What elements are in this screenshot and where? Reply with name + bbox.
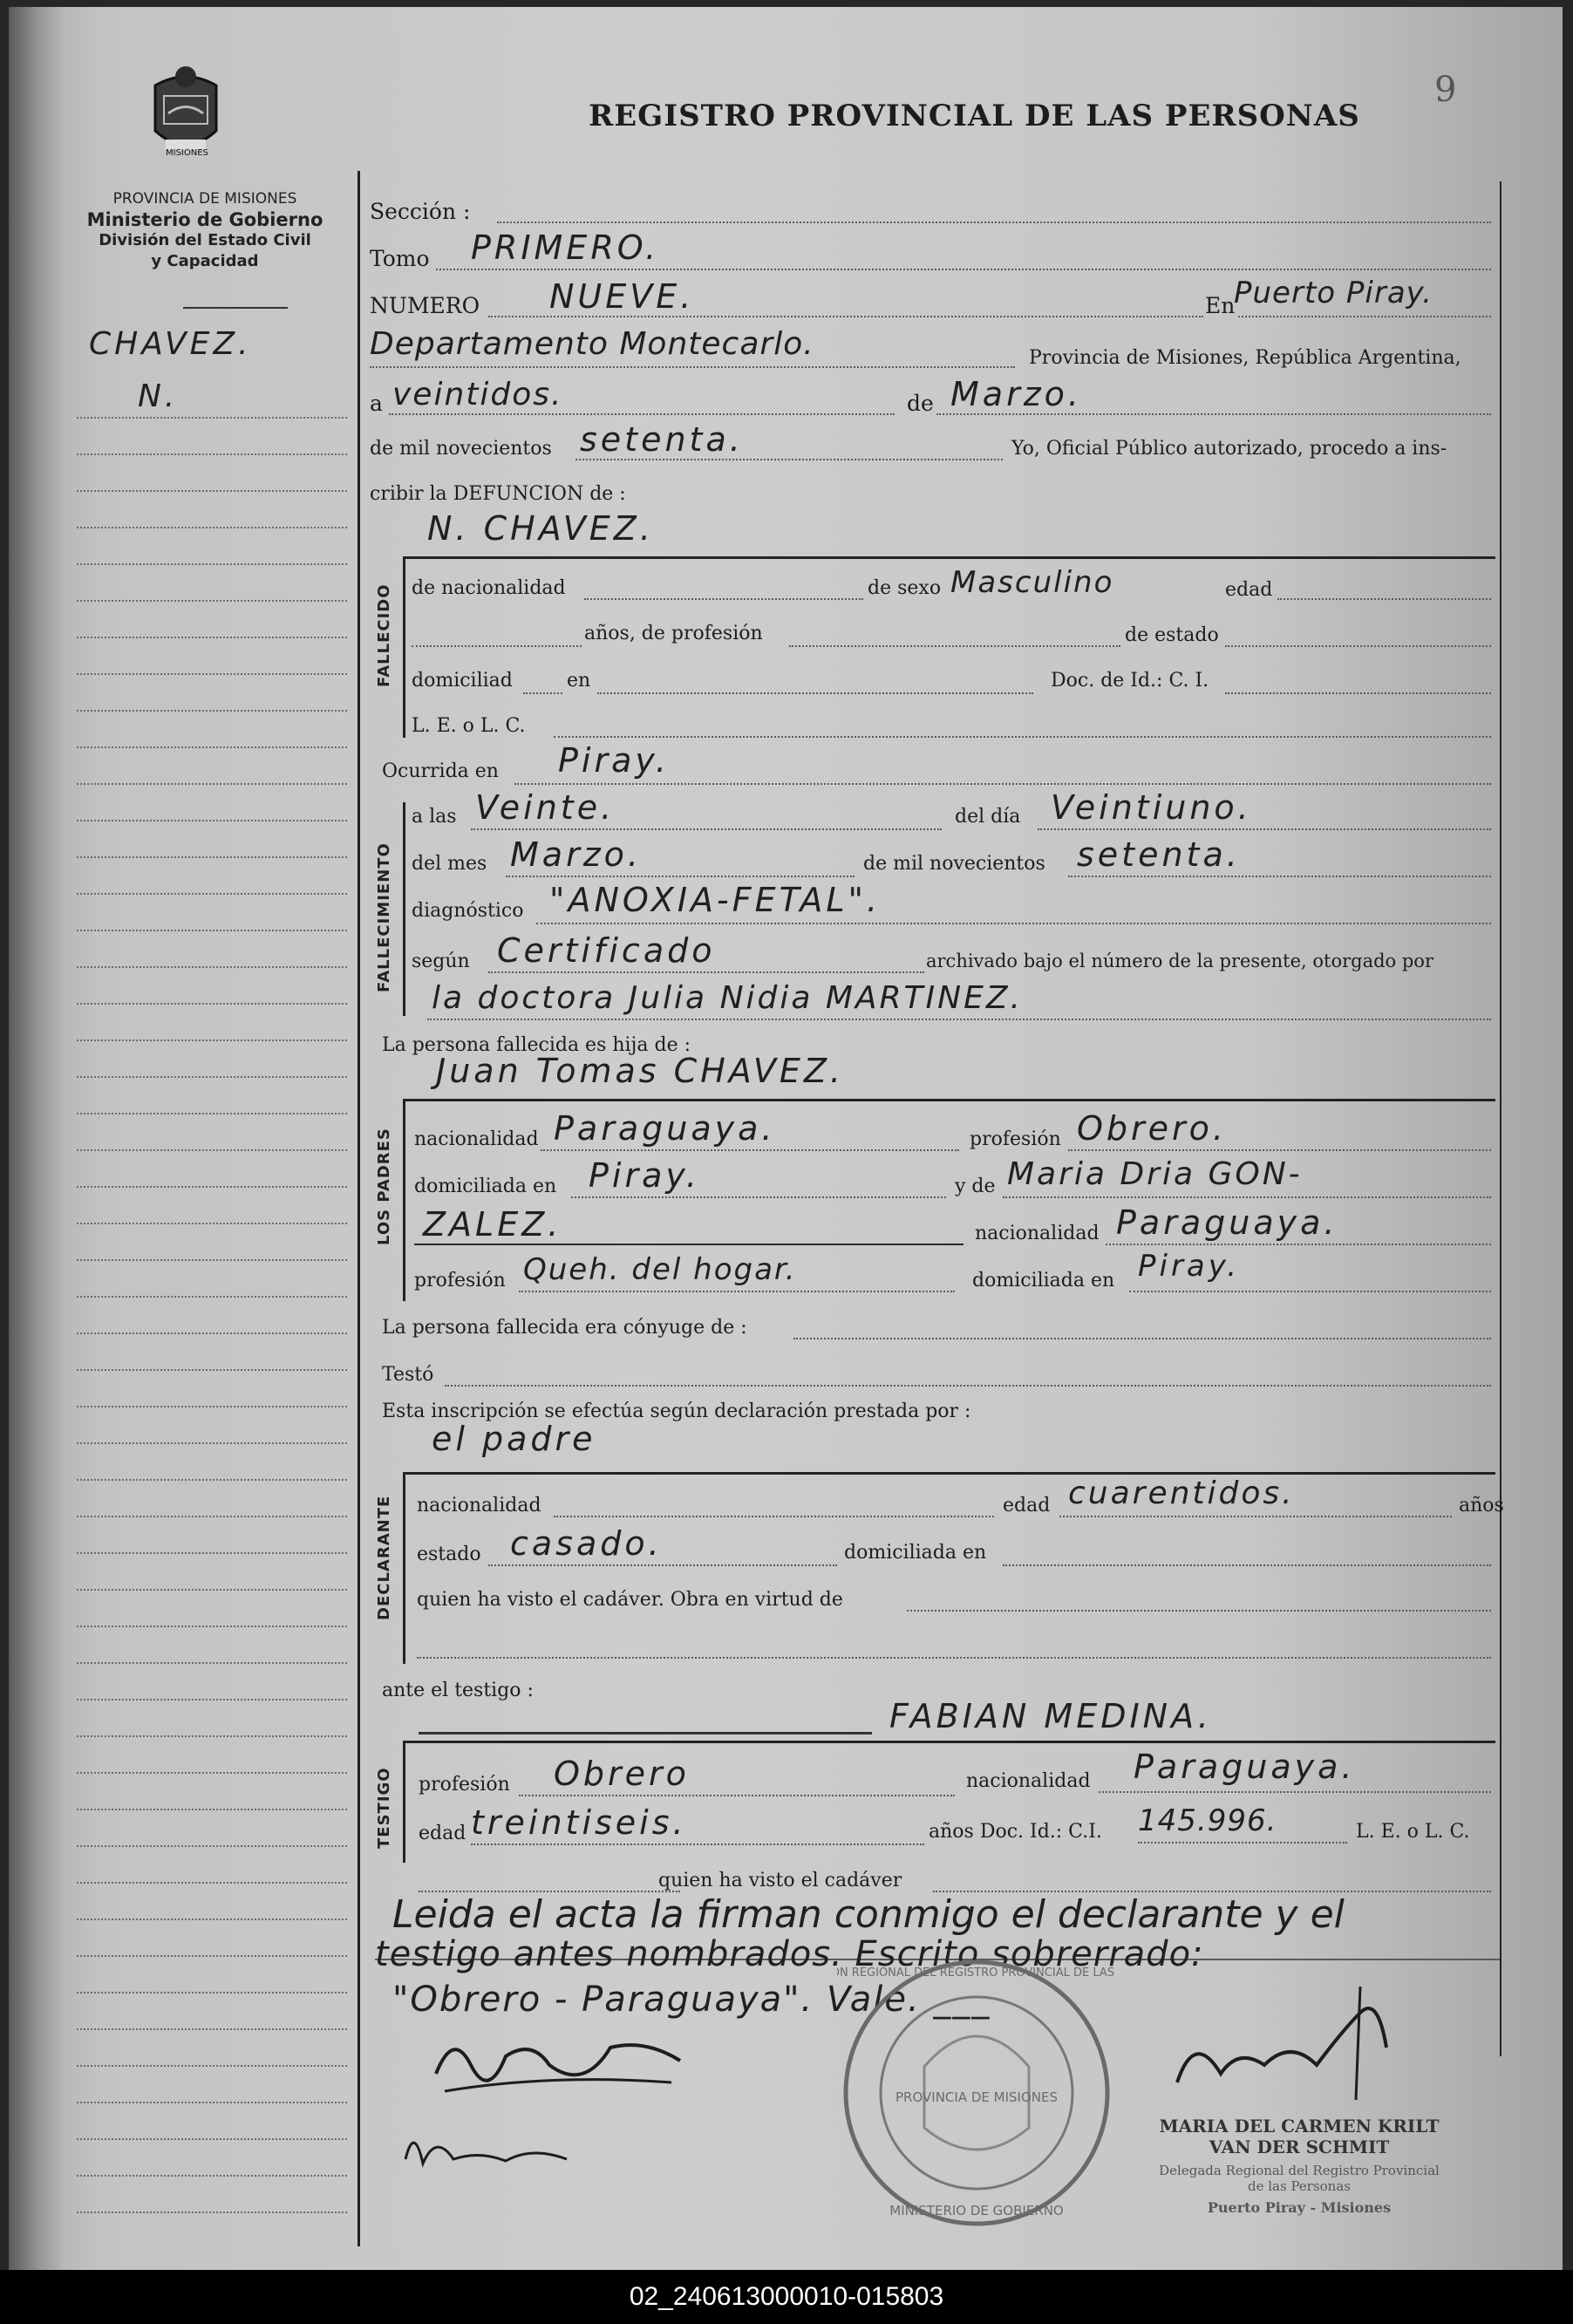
numero-label: NUMERO [370, 293, 480, 318]
declarante-edad-label: edad [1003, 1495, 1051, 1516]
declarante-nacionalidad-line [554, 1516, 994, 1517]
diagnostico-value: "ANOXIA-FETAL". [549, 881, 882, 919]
padre-domicilio-line [571, 1196, 946, 1198]
testigo-nacionalidad-line [1099, 1791, 1491, 1793]
hora-value: Veinte. [475, 788, 616, 827]
fallecido-le-label: L. E. o L. C. [412, 715, 526, 737]
issuer-block [57, 188, 353, 272]
official-signature [1160, 1978, 1421, 2117]
testo-line [445, 1385, 1491, 1387]
testigo-bracket [403, 1741, 405, 1863]
padre-nacionalidad-label: nacionalidad [414, 1128, 539, 1150]
mes-value: Marzo. [950, 375, 1082, 413]
register-page [9, 7, 1563, 2270]
margin-rule-line [77, 1992, 347, 1993]
official-role-2: de las Personas [1248, 2178, 1351, 2194]
madre-cont-line [414, 1244, 964, 1245]
fallecido-domiciliad-label: domiciliad [412, 670, 513, 692]
madre-profesion-value: Queh. del hogar. [523, 1252, 797, 1287]
margin-rule-line [77, 1369, 347, 1371]
testigo-visto-label: quien ha visto el cadáver [658, 1870, 902, 1891]
testigo-edad-line [471, 1844, 924, 1845]
division-name: División del Estado Civil [99, 231, 311, 249]
madre-domicilio-value: Piray. [1138, 1249, 1241, 1284]
dia-fallecimiento-line [1038, 828, 1491, 830]
margin-rule-line [77, 1516, 347, 1517]
ocurrida-value: Piray. [558, 741, 670, 780]
tomo-label: Tomo [370, 246, 430, 271]
margin-rule-line [77, 2138, 347, 2140]
declarante-domicilio-label: domiciliada en [844, 1542, 987, 1564]
anio-line [575, 459, 1003, 460]
fallecido-domicilio-line [597, 692, 1033, 694]
archivado-label: archivado bajo el número de la presente, otorgado por [926, 951, 1433, 971]
seccion-line [497, 221, 1491, 223]
margin-rule-line [77, 490, 347, 492]
declarante-estado-label: estado [417, 1544, 481, 1565]
ocurrida-line [514, 783, 1491, 785]
conyuge-label: La persona fallecida era cónyuge de : [382, 1317, 747, 1339]
fallecido-domiciliad-line [523, 692, 562, 694]
declarante-visto-line [907, 1610, 1491, 1612]
padres-bracket [403, 1099, 405, 1301]
margin-rule-line [77, 1332, 347, 1334]
fallecido-nacionalidad-label: de nacionalidad [412, 577, 566, 599]
page-number: 9 [1434, 70, 1457, 110]
frame-right-border [1500, 181, 1502, 2056]
testigo-nacionalidad-value: Paraguaya. [1134, 1748, 1356, 1786]
oficial-label: Yo, Oficial Público autorizado, procedo a ins- [1011, 438, 1447, 460]
declarante-anios-label: años [1459, 1495, 1504, 1516]
official-seal [1134, 2116, 1465, 2216]
margin-rule-line [77, 930, 347, 931]
madre-domicilio-line [1129, 1291, 1491, 1292]
numero-line [488, 316, 1203, 317]
declarante-signature [419, 2013, 706, 2109]
certificado-line [488, 971, 924, 973]
en-line [1238, 316, 1491, 317]
margin-rule-line [77, 1589, 347, 1591]
margin-rule-line [77, 856, 347, 858]
capacity-name: y Capacidad [151, 252, 259, 270]
fallecimiento-section-label: FALLECIMIENTO [375, 842, 393, 992]
padre-domicilio-label: domiciliada en [414, 1176, 557, 1197]
conyuge-line [793, 1338, 1491, 1339]
testigo-edad-value: treintiseis. [471, 1803, 687, 1842]
padres-section-label: LOS PADRES [375, 1128, 393, 1245]
margin-rule-line [77, 1003, 347, 1005]
fallecido-estado-label: de estado [1125, 624, 1219, 646]
margin-rule-line [77, 453, 347, 455]
seccion-label: Sección : [370, 199, 471, 224]
testigo-nacionalidad-label: nacionalidad [966, 1770, 1091, 1792]
madre-value: Maria Dria GON- [1007, 1156, 1303, 1192]
anio-fallecimiento-value: setenta. [1077, 835, 1241, 874]
tomo-value: PRIMERO. [471, 228, 660, 267]
fallecido-anios-label: años, de profesión [584, 623, 763, 644]
del-mes-label: del mes [412, 853, 487, 875]
province-name: PROVINCIA DE MISIONES [112, 190, 297, 208]
padre-profesion-value: Obrero. [1077, 1109, 1227, 1148]
hija-label: La persona fallecida es hija de : [382, 1034, 691, 1056]
declarante-edad-value: cuarentidos. [1068, 1476, 1295, 1511]
fallecido-doc-line [1225, 692, 1491, 694]
declarante-nacionalidad-label: nacionalidad [417, 1495, 541, 1516]
closing-line-1: Leida el acta la firman conmigo el declarante y el [392, 1892, 1345, 1937]
inscribir-label: cribir la DEFUNCION de : [370, 483, 626, 505]
hora-line [471, 828, 942, 830]
madre-domicilio-label: domiciliada en [972, 1270, 1115, 1291]
stamp-bottom-text: MINISTERIO DE GOBIERNO [889, 2203, 1064, 2218]
testo-label: Testó [382, 1364, 434, 1386]
margin-rule-line [77, 2175, 347, 2177]
stamp-center-text: PROVINCIA DE MISIONES [895, 2089, 1058, 2105]
round-stamp [837, 1953, 1116, 2232]
frame-left-border [358, 171, 360, 2246]
margin-rule-line [77, 1552, 347, 1554]
mes-line [936, 413, 1491, 415]
diagnostico-line [536, 923, 1491, 924]
declarante-estado-value: casado. [510, 1524, 663, 1563]
fallecido-profesion-line [789, 645, 1120, 647]
fallecido-section-label: FALLECIDO [375, 583, 393, 687]
official-name: MARIA DEL CARMEN KRILT [1159, 2116, 1440, 2137]
departamento-value: Departamento Montecarlo. [370, 326, 814, 362]
declarante-estado-line [488, 1564, 837, 1566]
testigo-value: FABIAN MEDINA. [889, 1697, 1212, 1735]
margin-rule-line [77, 2065, 347, 2067]
padre-profesion-label: profesión [970, 1128, 1061, 1150]
margin-rule-line [77, 1662, 347, 1664]
del-dia-label: del día [955, 806, 1021, 828]
margin-rule-line [77, 710, 347, 712]
difunto-value: N. CHAVEZ. [427, 509, 654, 548]
otorgado-value: la doctora Julia Nidia MARTINEZ. [432, 980, 1023, 1016]
margin-rule-line [77, 1259, 347, 1261]
testigo-doc-label: años Doc. Id.: C.I. [929, 1821, 1102, 1843]
testigo-signature [392, 2116, 593, 2185]
padre-nacionalidad-line [541, 1149, 959, 1151]
declaracion-label: Esta inscripción se efectúa según declaración prestada por : [382, 1401, 971, 1422]
margin-rule-line [77, 2102, 347, 2103]
testigo-profesion-line [519, 1795, 955, 1796]
testigo-profesion-value: Obrero [554, 1755, 690, 1793]
declarante-section-label: DECLARANTE [375, 1495, 393, 1620]
margin-rule-line [77, 966, 347, 968]
image-caption: 02_240613000010-015803 [0, 2270, 1573, 2324]
fallecimiento-bracket [403, 802, 405, 1016]
a-label: a [370, 391, 383, 416]
margin-rule-line [77, 1296, 347, 1298]
margin-surname: CHAVEZ. [89, 326, 252, 362]
padre-value: Juan Tomas CHAVEZ. [436, 1052, 845, 1090]
padre-profesion-line [1068, 1149, 1491, 1151]
mil-fallecimiento-label: de mil novecientos [863, 853, 1045, 875]
declarante-edad-line [1059, 1516, 1452, 1517]
margin-rule-line [77, 1918, 347, 1920]
closing-line-3: "Obrero - Paraguaya". Vale. ___ [392, 1980, 991, 2020]
testigo-le-label: L. E. o L. C. [1356, 1821, 1470, 1843]
margin-rule-line [77, 1845, 347, 1847]
stamp-outer-text: N REGIONAL DEL REGISTRO PROVINCIAL DE LAS [839, 1966, 1115, 1980]
fallecido-sexo-value: Masculino [950, 565, 1114, 600]
margin-rule-line [77, 1113, 347, 1114]
dia-fallecimiento-value: Veintiuno. [1051, 788, 1252, 827]
fallecido-estado-line [1225, 645, 1491, 647]
certificado-value: Certificado [497, 931, 716, 970]
margin-rule-line [77, 1406, 347, 1407]
padre-nacionalidad-value: Paraguaya. [554, 1109, 776, 1148]
testigo-section-label: TESTIGO [375, 1767, 393, 1849]
provincia-label: Provincia de Misiones, República Argentina, [1029, 347, 1461, 369]
anio-value: setenta. [580, 420, 744, 459]
fallecido-en-label: en [567, 670, 591, 692]
fallecido-le-line [554, 736, 1491, 738]
testigo-profesion-label: profesión [419, 1774, 510, 1796]
fallecido-edad-line [1277, 598, 1491, 600]
testigo-label: ante el testigo : [382, 1680, 534, 1701]
emblem-text: MISIONES [166, 148, 208, 158]
fallecido-sexo-label: de sexo [868, 577, 942, 599]
testigo-edad-label: edad [419, 1823, 466, 1844]
ministry-name: Ministerio de Gobierno [86, 209, 323, 230]
margin-rule-line [77, 1442, 347, 1444]
fallecido-bracket [403, 556, 405, 738]
declarante-bracket [403, 1472, 405, 1664]
official-role: Delegada Regional del Registro Provincial [1159, 2163, 1440, 2178]
madre-nacionalidad-line [1106, 1244, 1491, 1245]
declarante-domicilio-line [1003, 1564, 1491, 1566]
margin-rule-line [77, 2212, 347, 2213]
madre-cont-value: ZALEZ. [423, 1205, 562, 1244]
margin-rule-line [77, 746, 347, 748]
diagnostico-label: diagnóstico [412, 900, 524, 922]
fallecido-doc-label: Doc. de Id.: C. I. [1051, 670, 1209, 692]
fallecido-top-rule [405, 556, 1495, 559]
mes-fallecimiento-value: Marzo. [510, 835, 642, 874]
margin-rule-line [77, 1699, 347, 1700]
margin-rule-line [77, 1223, 347, 1224]
madre-line [1003, 1196, 1491, 1198]
margin-rule-line [77, 820, 347, 821]
margin-rule-line [77, 1479, 347, 1481]
margin-rule-line [77, 1039, 347, 1041]
dia-value: veintidos. [392, 377, 563, 412]
tomo-line [436, 269, 1491, 270]
strikethrough-line [419, 1732, 872, 1734]
margin-rule-line [77, 2028, 347, 2030]
en-label: En [1205, 293, 1236, 318]
mes-fallecimiento-line [506, 876, 855, 877]
margin-rule-line [77, 527, 347, 528]
margin-rule-line [77, 1882, 347, 1884]
margin-rule-line [77, 637, 347, 638]
padres-top-rule [405, 1099, 1495, 1101]
madre-nacionalidad-label: nacionalidad [975, 1223, 1100, 1244]
margin-rule-line [77, 893, 347, 895]
fallecido-edad-label: edad [1225, 579, 1273, 601]
testigo-doc-line [1138, 1842, 1347, 1844]
margin-rule-line [77, 1772, 347, 1774]
madre-label: y de [955, 1176, 996, 1197]
closing-line-2: testigo antes nombrados. Escrito sobrerrado: [375, 1934, 1204, 1974]
official-name-2: VAN DER SCHMIT [1209, 2137, 1390, 2157]
margin-rule-line [77, 563, 347, 565]
margin-rule-line [77, 417, 347, 419]
anio-fallecimiento-line [1068, 876, 1491, 877]
testigo-doc-value: 145.996. [1138, 1803, 1277, 1838]
margin-rule-line [77, 1149, 347, 1151]
declarante-extra-line [417, 1657, 1491, 1659]
document-title: REGISTRO PROVINCIAL DE LAS PERSONAS [589, 99, 1360, 133]
mil-label: de mil novecientos [370, 438, 552, 460]
margin-rule-line [77, 1625, 347, 1627]
declarante-top-rule [405, 1472, 1495, 1475]
declarante-value: el padre [432, 1420, 596, 1458]
book-spine [9, 7, 63, 2270]
padre-domicilio-value: Piray. [589, 1156, 700, 1195]
a-las-label: a las [412, 806, 457, 828]
segun-label: según [412, 951, 470, 972]
margin-rule-line [77, 1735, 347, 1737]
margin-rule-line [77, 1076, 347, 1078]
margin-divider [183, 307, 288, 309]
numero-value: NUEVE. [549, 277, 695, 316]
margin-rule-line [77, 673, 347, 675]
madre-nacionalidad-value: Paraguaya. [1116, 1203, 1338, 1242]
official-place: Puerto Piray - Misiones [1207, 2199, 1392, 2216]
margin-rule-line [77, 1955, 347, 1957]
declarante-visto-label: quien ha visto el cadáver. Obra en virtud de [417, 1589, 843, 1611]
departamento-line [370, 366, 1015, 368]
margin-rule-line [77, 1809, 347, 1810]
margin-rule-line [77, 783, 347, 785]
testigo-top-rule [405, 1741, 1495, 1743]
madre-profesion-line [519, 1291, 955, 1292]
ocurrida-label: Ocurrida en [382, 760, 499, 782]
margin-rule-line [77, 600, 347, 602]
dia-line [389, 413, 895, 415]
otorgado-line [427, 1019, 1491, 1020]
fallecido-nacionalidad-line [584, 598, 863, 600]
fallecido-anios-line [412, 645, 582, 647]
margin-rule-line [77, 1186, 347, 1188]
madre-profesion-label: profesión [414, 1270, 506, 1291]
margin-initial: N. [138, 378, 179, 414]
de-label: de [907, 391, 934, 416]
en-value: Puerto Piray. [1234, 276, 1433, 310]
